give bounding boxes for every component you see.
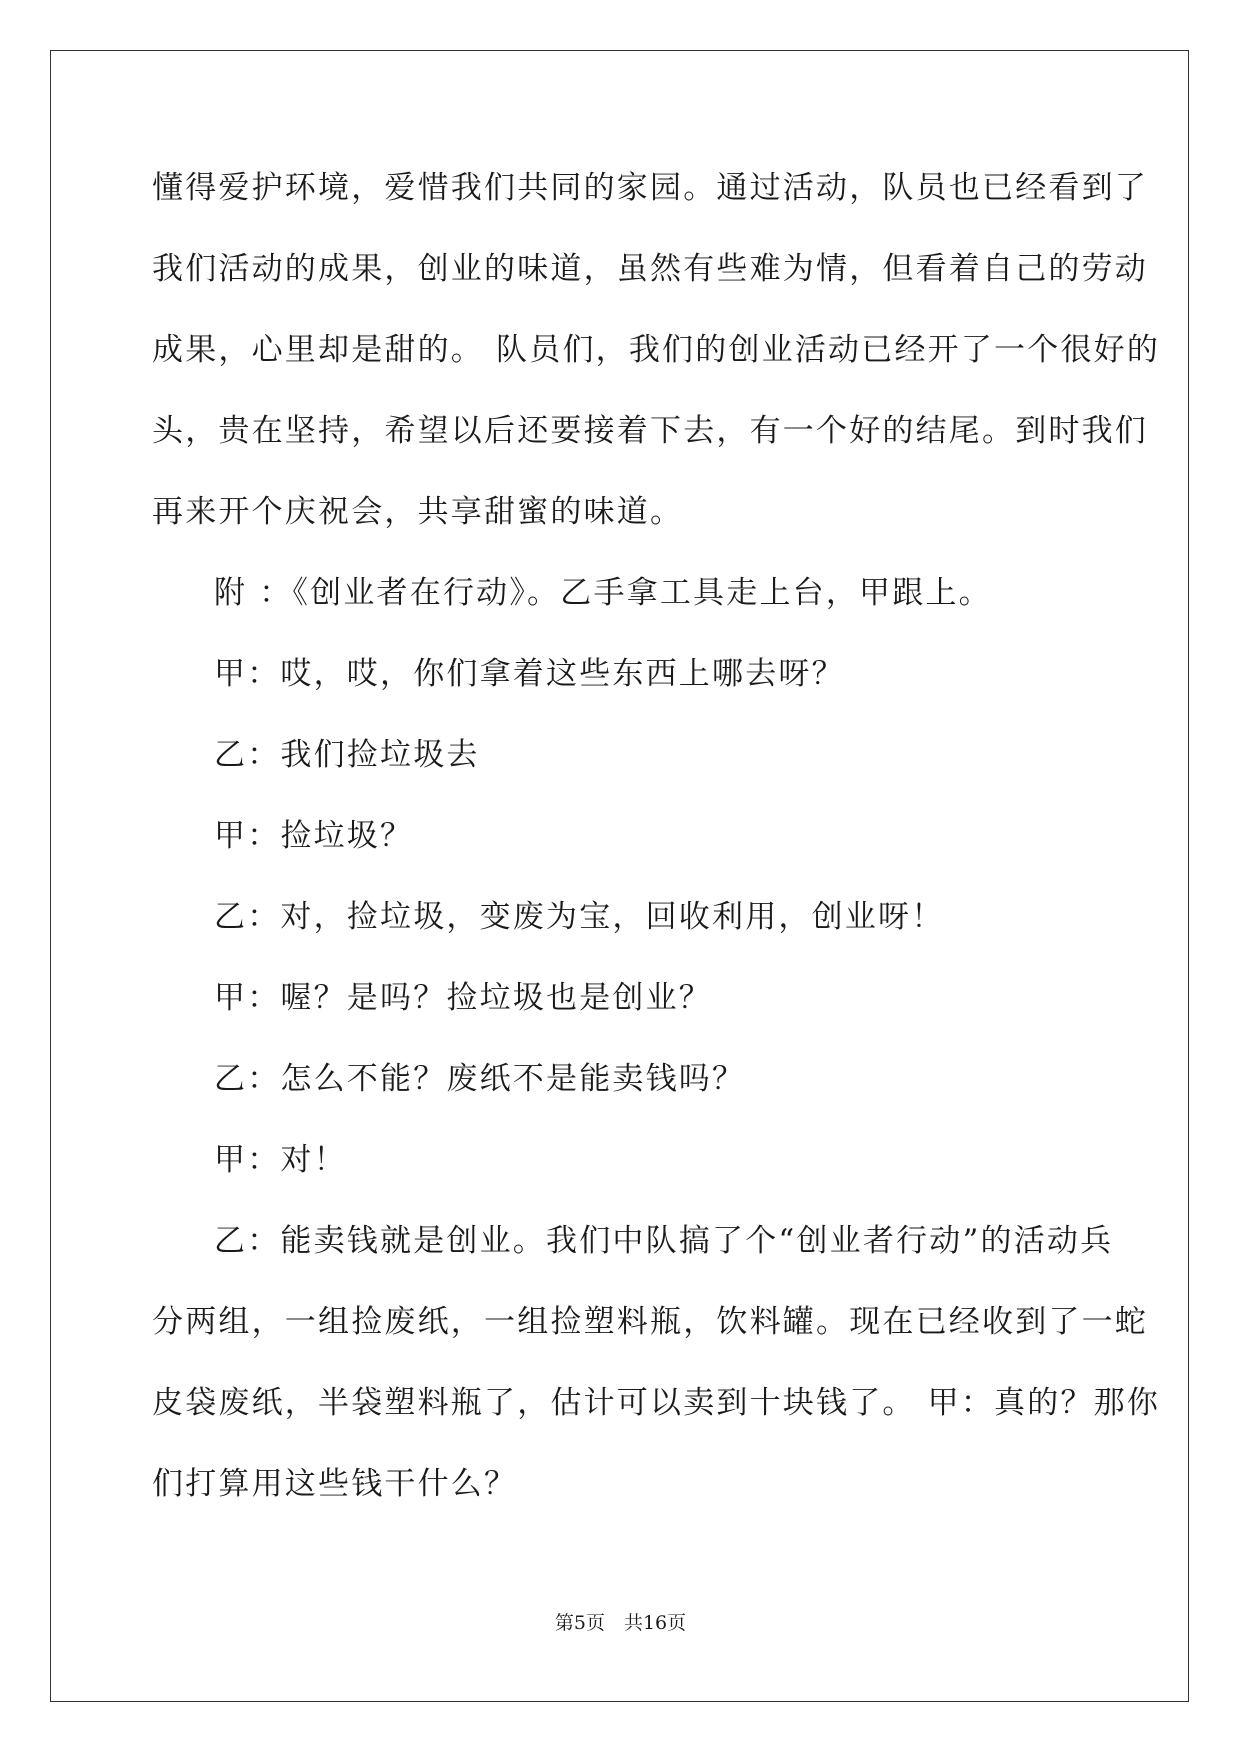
dialogue-line: 乙：怎么不能？废纸不是能卖钱吗？ [214,1061,746,1097]
dialogue-line: 甲：对！ [214,1142,347,1178]
text-line: 成果，心里却是甜的。 队员们，我们的创业活动已经开了一个很好的 [152,332,1161,368]
text-line: 再来开个庆祝会，共享甜蜜的味道。 [152,494,684,530]
dialogue-line: 皮袋废纸，半袋塑料瓶了，估计可以卖到十块钱了。 甲：真的？那你 [152,1385,1161,1421]
text-line: 懂得爱护环境，爱惜我们共同的家园。通过活动，队员也已经看到了 [152,170,1148,206]
dialogue-line: 们打算用这些钱干什么？ [152,1466,518,1502]
dialogue-line: 分两组，一组捡废纸，一组捡塑料瓶，饮料罐。现在已经收到了一蛇 [152,1304,1148,1340]
text-line: 我们活动的成果，创业的味道，虽然有些难为情，但看着自己的劳动 [152,251,1148,287]
dialogue-line: 甲：喔？是吗？捡垃圾也是创业？ [214,980,712,1016]
dialogue-line: 甲：捡垃圾？ [214,818,414,854]
dialogue-line: 甲：哎，哎，你们拿着这些东西上哪去呀？ [214,656,845,692]
text-line: 头，贵在坚持，希望以后还要接着下去，有一个好的结尾。到时我们 [152,413,1148,449]
page-number-footer: 第5页 共16页 [554,1612,687,1634]
dialogue-line: 乙：我们捡垃圾去 [214,737,480,773]
dialogue-line: 乙：对，捡垃圾，变废为宝，回收利用，创业呀！ [214,899,945,935]
document-body [152,148,1161,1525]
dialogue-line: 乙：能卖钱就是创业。我们中队搞了个“创业者行动”的活动兵 [214,1223,1114,1259]
appendix-title-line: 附 ：《创业者在行动》。乙手拿工具走上台，甲跟上。 [214,575,992,611]
